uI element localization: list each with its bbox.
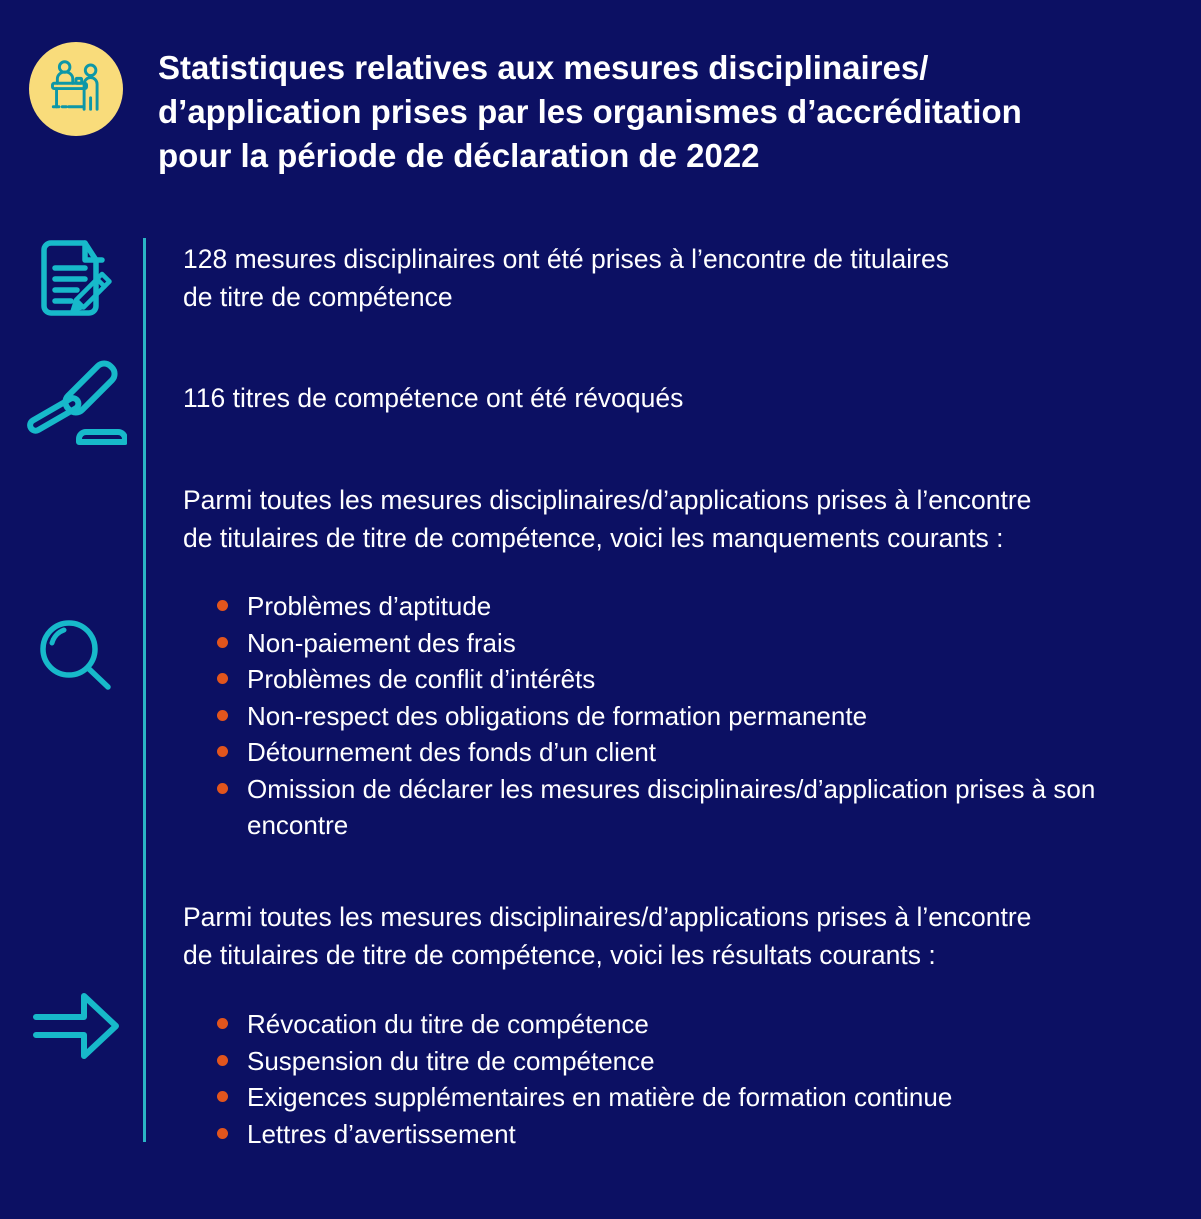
stat-revocations — [183, 379, 683, 417]
bullet-icon — [217, 673, 228, 684]
list-item-text: Suspension du titre de compétence — [247, 1045, 655, 1076]
breaches-intro-line: Parmi toutes les mesures disciplinaires/d’applications prises à l’encontre — [183, 485, 1032, 515]
list-item-text: Exigences supplémentaires en matière de formation continue — [247, 1082, 953, 1112]
list-item — [183, 625, 1127, 662]
breaches-list — [183, 588, 1127, 844]
page-title — [158, 46, 1022, 178]
list-item-text: Non-respect des obligations de formation permanente — [247, 700, 868, 731]
list-item — [183, 588, 1127, 625]
list-item-text: Lettres d’avertissement — [247, 1118, 516, 1149]
list-item — [183, 1116, 952, 1153]
list-item — [183, 1043, 952, 1080]
magnifier-icon — [35, 615, 117, 697]
gavel-icon — [27, 352, 127, 446]
bullet-icon — [217, 1018, 228, 1029]
bullet-icon — [217, 600, 228, 611]
arrow-right-icon — [30, 988, 120, 1064]
reception-desk-badge — [29, 42, 123, 136]
list-item-text: Détournement des fonds d’un client — [247, 737, 657, 767]
bullet-icon — [217, 1091, 228, 1102]
list-item-text: Non-paiement des frais — [247, 627, 516, 658]
page-title-line: pour la période de déclaration de 2022 — [158, 137, 760, 174]
bullet-icon — [217, 1055, 228, 1066]
bullet-icon — [217, 1128, 228, 1139]
outcomes-intro-line: Parmi toutes les mesures disciplinaires/d’applications prises à l’encontre — [183, 902, 1032, 932]
stat-revocations-text: 116 titres de compétence ont été révoqués — [183, 383, 684, 413]
document-pencil-icon — [34, 237, 118, 319]
list-item — [183, 1006, 952, 1043]
list-item-text: Révocation du titre de compétence — [247, 1009, 649, 1039]
list-item — [183, 771, 1127, 844]
stat-measures-line: de titre de compétence — [183, 282, 453, 312]
outcomes-list — [183, 1006, 952, 1152]
outcomes-intro — [183, 898, 1031, 974]
list-item-text: Omission de déclarer les mesures disciplinaires/d’application prises à son encontre — [247, 773, 1096, 840]
breaches-intro-line: de titulaires de titre de compétence, voici les manquements courants : — [183, 523, 1004, 553]
list-item-text: Problèmes d’aptitude — [247, 591, 492, 621]
bullet-icon — [217, 783, 228, 794]
page-title-line: d’application prises par les organismes d’accréditation — [158, 93, 1022, 130]
list-item — [183, 661, 1127, 698]
stat-measures-line: 128 mesures disciplinaires ont été prises à l’encontre de titulaires — [183, 244, 949, 274]
reception-desk-icon — [46, 58, 106, 120]
breaches-intro — [183, 481, 1031, 557]
page-title-line: Statistiques relatives aux mesures disciplinaires/ — [158, 49, 929, 86]
vertical-divider — [143, 238, 146, 1142]
bullet-icon — [217, 637, 228, 648]
list-item — [183, 1079, 952, 1116]
bullet-icon — [217, 746, 228, 757]
stat-measures — [183, 240, 949, 316]
list-item-text: Problèmes de conflit d’intérêts — [247, 664, 596, 694]
list-item — [183, 698, 1127, 735]
bullet-icon — [217, 710, 228, 721]
outcomes-intro-line: de titulaires de titre de compétence, voici les résultats courants : — [183, 940, 936, 970]
list-item — [183, 734, 1127, 771]
